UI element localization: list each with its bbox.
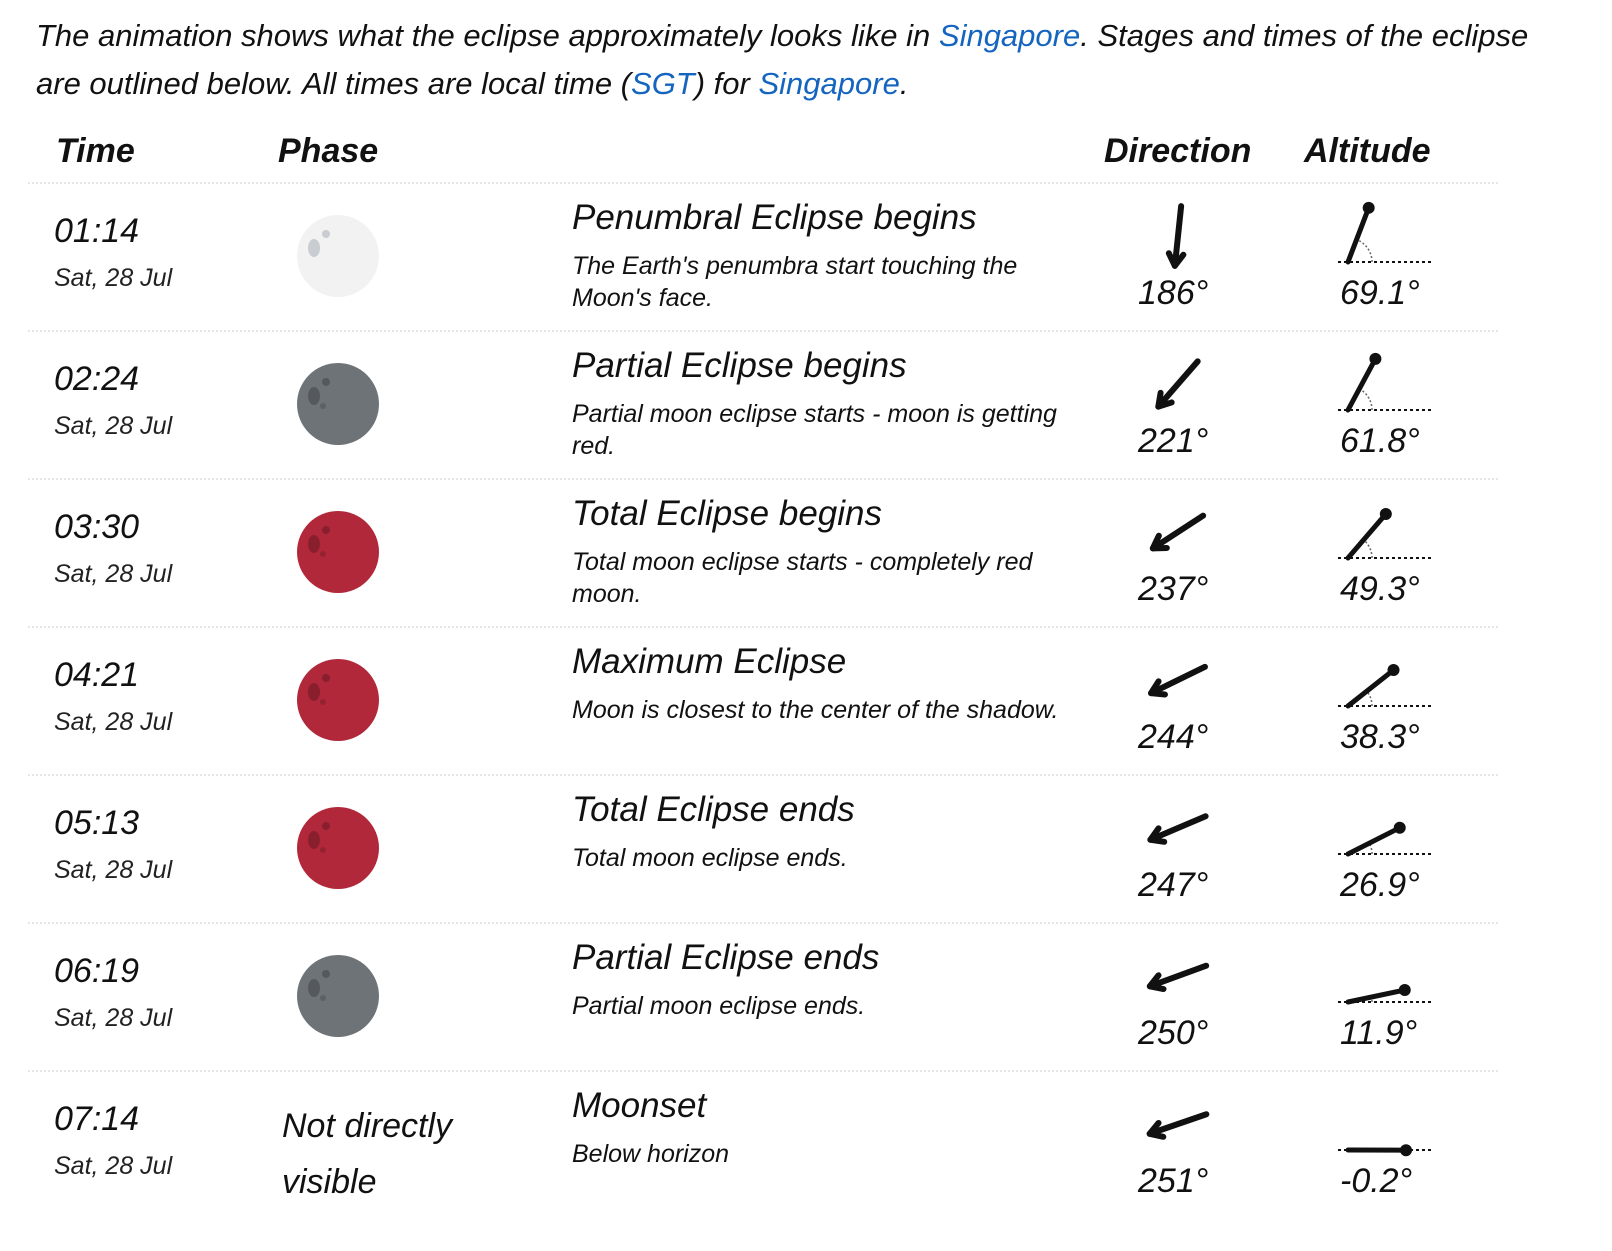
stage-time: 07:14 bbox=[54, 1100, 140, 1138]
event-title: Partial Eclipse begins bbox=[572, 346, 907, 385]
table-row bbox=[0, 186, 1612, 334]
stage-date: Sat, 28 Jul bbox=[54, 560, 173, 588]
direction-value: 251° bbox=[1138, 1162, 1209, 1200]
table-row bbox=[0, 482, 1612, 630]
direction-value: 186° bbox=[1138, 274, 1209, 312]
header-direction: Direction bbox=[1104, 132, 1252, 170]
altitude-indicator-icon bbox=[1336, 492, 1436, 572]
stage-time: 05:13 bbox=[54, 804, 140, 842]
direction-value: 250° bbox=[1138, 1014, 1209, 1052]
altitude-indicator-icon bbox=[1336, 196, 1436, 276]
row-separator bbox=[28, 774, 1498, 776]
moon-phase-icon bbox=[296, 214, 380, 298]
singapore-link-1[interactable]: Singapore bbox=[938, 18, 1081, 53]
moon-phase-icon bbox=[296, 510, 380, 594]
event-description: Partial moon eclipse ends. bbox=[572, 992, 866, 1020]
direction-value: 237° bbox=[1138, 570, 1209, 608]
event-description: Below horizon bbox=[572, 1140, 730, 1168]
intro-text-4: . bbox=[899, 66, 909, 101]
header-altitude: Altitude bbox=[1304, 132, 1431, 170]
moon-phase-icon bbox=[296, 806, 380, 890]
event-description: Partial moon eclipse starts - moon is getting red. bbox=[572, 400, 1057, 460]
event-title: Maximum Eclipse bbox=[572, 642, 847, 681]
direction-value: 244° bbox=[1138, 718, 1209, 756]
altitude-value: 38.3° bbox=[1340, 718, 1420, 756]
stage-date: Sat, 28 Jul bbox=[54, 412, 173, 440]
intro-paragraph bbox=[36, 12, 1536, 108]
sgt-link[interactable]: SGT bbox=[631, 66, 695, 101]
stage-time: 01:14 bbox=[54, 212, 140, 250]
direction-value: 247° bbox=[1138, 866, 1209, 904]
direction-arrow-icon bbox=[1138, 640, 1218, 720]
header-phase: Phase bbox=[278, 132, 379, 170]
phase-text: Not directly visible bbox=[282, 1107, 453, 1201]
direction-arrow-icon bbox=[1138, 344, 1218, 424]
altitude-indicator-icon bbox=[1336, 344, 1436, 424]
direction-arrow-icon bbox=[1138, 1084, 1218, 1164]
event-title: Partial Eclipse ends bbox=[572, 938, 880, 977]
altitude-value: -0.2° bbox=[1340, 1162, 1413, 1200]
event-description: Total moon eclipse starts - completely red moon. bbox=[572, 548, 1033, 608]
stage-time: 02:24 bbox=[54, 360, 140, 398]
direction-arrow-icon bbox=[1138, 936, 1218, 1016]
altitude-value: 26.9° bbox=[1340, 866, 1420, 904]
altitude-indicator-icon bbox=[1336, 640, 1436, 720]
stage-date: Sat, 28 Jul bbox=[54, 264, 173, 292]
stage-date: Sat, 28 Jul bbox=[54, 708, 173, 736]
header-time: Time bbox=[56, 132, 135, 170]
altitude-value: 11.9° bbox=[1340, 1014, 1418, 1052]
altitude-indicator-icon bbox=[1336, 788, 1436, 868]
event-description: The Earth's penumbra start touching the Moon's face. bbox=[572, 252, 1018, 312]
moon-phase-icon bbox=[296, 954, 380, 1038]
intro-text-2: . Stages and times of the eclipse are outlined below. All times are local time ( bbox=[36, 18, 1529, 101]
table-row bbox=[0, 926, 1612, 1074]
row-separator bbox=[28, 1070, 1498, 1072]
stage-time: 06:19 bbox=[54, 952, 140, 990]
altitude-value: 69.1° bbox=[1340, 274, 1420, 312]
table-row bbox=[0, 778, 1612, 926]
moon-phase-icon bbox=[296, 362, 380, 446]
event-title: Moonset bbox=[572, 1086, 707, 1125]
altitude-indicator-icon bbox=[1336, 936, 1436, 1016]
table-row bbox=[0, 630, 1612, 778]
moon-phase-icon bbox=[296, 658, 380, 742]
direction-arrow-icon bbox=[1138, 492, 1218, 572]
table-row bbox=[0, 334, 1612, 482]
table-row bbox=[0, 1074, 1612, 1222]
stage-date: Sat, 28 Jul bbox=[54, 1152, 173, 1180]
altitude-indicator-icon bbox=[1336, 1084, 1436, 1164]
stage-date: Sat, 28 Jul bbox=[54, 856, 173, 884]
stage-time: 04:21 bbox=[54, 656, 140, 694]
direction-arrow-icon bbox=[1138, 788, 1218, 868]
event-title: Penumbral Eclipse begins bbox=[572, 198, 977, 237]
intro-text-1: The animation shows what the eclipse approximately looks like in bbox=[36, 18, 939, 53]
row-separator bbox=[28, 182, 1498, 184]
direction-arrow-icon bbox=[1138, 196, 1218, 276]
direction-value: 221° bbox=[1138, 422, 1209, 460]
event-description: Total moon eclipse ends. bbox=[572, 844, 848, 872]
singapore-link-2[interactable]: Singapore bbox=[758, 66, 900, 101]
row-separator bbox=[28, 478, 1498, 480]
altitude-value: 61.8° bbox=[1340, 422, 1420, 460]
row-separator bbox=[28, 330, 1498, 332]
event-title: Total Eclipse begins bbox=[572, 494, 883, 533]
event-title: Total Eclipse ends bbox=[572, 790, 855, 829]
row-separator bbox=[28, 626, 1498, 628]
stage-time: 03:30 bbox=[54, 508, 140, 546]
altitude-value: 49.3° bbox=[1340, 570, 1420, 608]
event-description: Moon is closest to the center of the shadow. bbox=[572, 696, 1059, 724]
row-separator bbox=[28, 922, 1498, 924]
intro-text-3: ) for bbox=[694, 66, 759, 101]
stage-date: Sat, 28 Jul bbox=[54, 1004, 173, 1032]
